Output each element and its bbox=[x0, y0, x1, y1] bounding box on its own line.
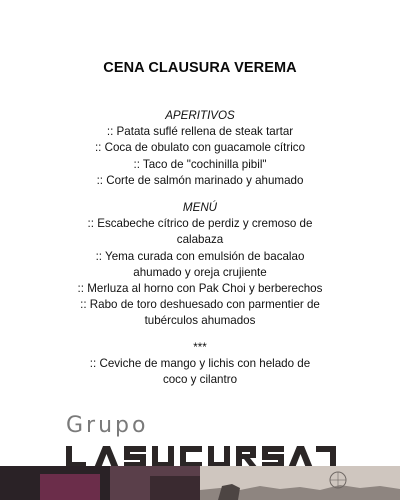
bottom-photo-strip bbox=[0, 466, 400, 500]
menu-line: :: Merluza al horno con Pak Choi y berberechos bbox=[77, 282, 323, 296]
brand-grupo-text: Grupo bbox=[66, 413, 149, 438]
postre-line: :: Ceviche de mango y lichis con helado de bbox=[89, 357, 311, 371]
postre-section bbox=[0, 340, 400, 389]
aperitivo-item: :: Taco de "cochinilla pibil" bbox=[133, 157, 267, 171]
menu-section bbox=[0, 200, 400, 330]
menu-line: tubérculos ahumados bbox=[144, 314, 256, 328]
menu-line: :: Yema curada con emulsión de bacalao bbox=[95, 249, 305, 263]
aperitivo-item: :: Patata suflé rellena de steak tartar bbox=[106, 125, 294, 139]
aperitivo-item: :: Coca de obulato con guacamole cítrico bbox=[94, 141, 306, 155]
aperitivos-heading: APERITIVOS bbox=[165, 109, 235, 122]
brand-logo-letters bbox=[66, 446, 336, 468]
menu-heading: MENÚ bbox=[182, 201, 218, 214]
brand-logo bbox=[0, 424, 400, 472]
menu-line: calabaza bbox=[176, 233, 224, 247]
menu-line: ahumado y oreja crujiente bbox=[133, 265, 267, 279]
menu-line: :: Rabo de toro deshuesado con parmentier de bbox=[80, 298, 320, 312]
menu-line: :: Escabeche cítrico de perdiz y cremoso de bbox=[87, 217, 313, 231]
aperitivo-item: :: Corte de salmón marinado y ahumado bbox=[96, 173, 304, 187]
aperitivos-section bbox=[0, 108, 400, 189]
postre-line: coco y cilantro bbox=[162, 373, 238, 387]
menu-title: CENA CLAUSURA VEREMA bbox=[103, 60, 297, 76]
separator-asterisks: *** bbox=[193, 341, 207, 354]
